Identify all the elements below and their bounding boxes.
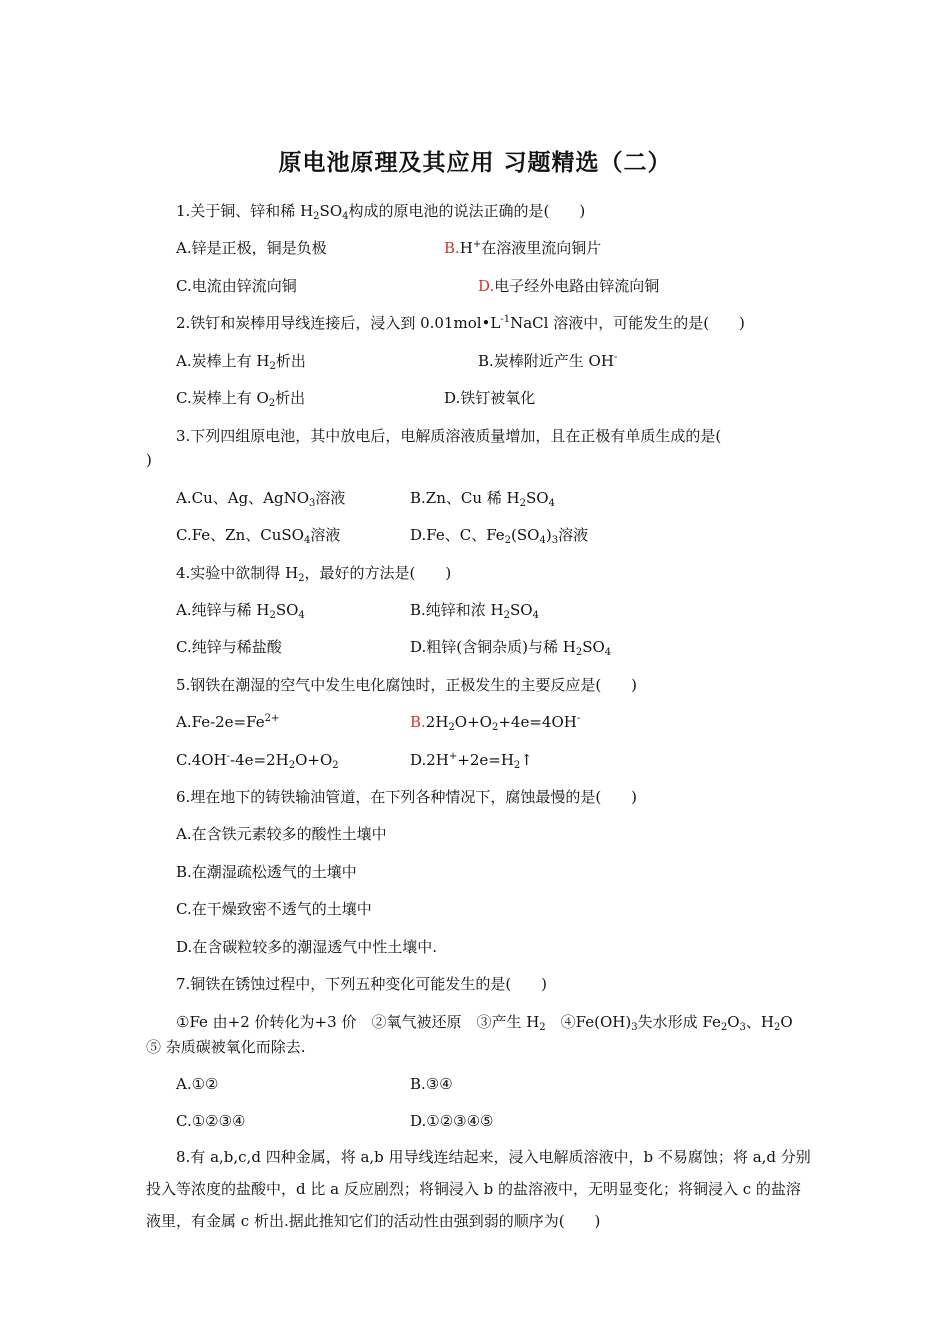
question-1-option-a: A.锌是正极，铜是负极 [176, 239, 327, 257]
question-5-stem: 5.钢铁在潮湿的空气中发生电化腐蚀时，正极发生的主要反应是( ) [176, 676, 638, 694]
question-2-option-a: A.炭棒上有 $H_2$析出 [176, 352, 306, 372]
question-3-option-d: D.Fe、C、$Fe_2(SO_4)_3$溶液 [410, 526, 589, 546]
question-2-stem: 2.铁钉和炭棒用导线连接后，浸入到 $0.01mol•L^{-1}NaCl$ 溶液中，可能发生的是( ) [176, 314, 745, 332]
question-1-stem: 1.关于铜、锌和稀 $H_2SO_4$构成的原电池的说法正确的是( ) [176, 202, 586, 222]
question-1-option-d: D.电子经外电路由锌流向铜 [478, 277, 660, 295]
question-1-option-c: C.电流由锌流向铜 [176, 277, 297, 295]
question-7-items: ①Fe 由+2 价转化为+3 价 ②氧气被还原 ③产生 $H_2$ $④Fe(OH)_3$失水形成 $Fe_2O_3$、$H_2O$ [176, 1013, 793, 1033]
question-7-items-continued: ⑤ 杂质碳被氧化而除去. [146, 1038, 306, 1056]
question-2-option-b: B.炭棒附近产生 OH- [478, 352, 618, 370]
question-5-option-d: $D.2H^++2e=H_2↑$ [410, 751, 533, 771]
question-1-option-b: B.H+在溶液里流向铜片 [444, 239, 602, 257]
question-3-stem: 3.下列四组原电池，其中放电后，电解质溶液质量增加，且在正极有单质生成的是( [176, 427, 722, 445]
page-title: 原电池原理及其应用 习题精选（二） [278, 150, 672, 176]
question-4-option-d: D.粗锌(含铜杂质)与稀 $H_2SO_4$ [410, 638, 612, 658]
question-6-option-d: D.在含碳粒较多的潮湿透气中性土壤中. [176, 938, 438, 956]
question-2-option-d: D.铁钉被氧化 [444, 389, 536, 407]
question-7-option-b: B.③④ [410, 1075, 453, 1093]
question-4-stem: 4.实验中欲制得 $H_2$，最好的方法是( ) [176, 564, 452, 584]
question-3-option-c: C.Fe、Zn、CuSO$_4$溶液 [176, 526, 341, 546]
question-2-option-c: C.炭棒上有 $O_2$析出 [176, 389, 306, 409]
question-8-stem: 8.有 a,b,c,d 四种金属，将 a,b 用导线连结起来，浸入电解质溶液中，b 不易腐蚀；将 a,d 分别投入等浓度的盐酸中，d 比 a 反应剧烈；将铜浸入 b 的盐溶液中，无明显变化；将铜浸入 c 的盐溶液里，有金属 c 析出.据此推知它们的活动性由强到弱的顺序为( ) [146, 1148, 811, 1230]
question-3-option-a: A.Cu、Ag、AgNO$_3$溶液 [176, 489, 346, 509]
question-4-option-b: B.纯锌和浓 $H_2SO_4$ [410, 601, 539, 621]
question-3-stem-continued: ) [146, 451, 152, 469]
question-4-option-a: A.纯锌与稀 $H_2SO_4$ [176, 601, 305, 621]
question-7-stem: 7.铜铁在锈蚀过程中，下列五种变化可能发生的是( ) [176, 975, 548, 993]
question-6-stem: 6.埋在地下的铸铁输油管道，在下列各种情况下，腐蚀最慢的是( ) [176, 788, 638, 806]
question-6-option-a: A.在含铁元素较多的酸性土壤中 [176, 825, 387, 843]
question-7-option-d: D.①②③④⑤ [410, 1112, 494, 1130]
question-6-option-c: C.在干燥致密不透气的土壤中 [176, 900, 372, 918]
question-6-option-b: B.在潮湿疏松透气的土壤中 [176, 863, 357, 881]
question-4-option-c: C.纯锌与稀盐酸 [176, 638, 282, 656]
question-7-option-a: A.①② [176, 1075, 219, 1093]
question-5-option-b: $B.2H_2O+O_2+4e=4OH^-$ [410, 713, 581, 733]
question-3-option-b: B.Zn、Cu 稀 $H_2SO_4$ [410, 489, 555, 509]
question-7-option-c: C.①②③④ [176, 1112, 246, 1130]
question-5-option-c: $C.4OH^--4e=2H_2O+O_2$ [176, 751, 339, 771]
question-5-option-a: $A.Fe-2e=Fe^{2+}$ [176, 713, 280, 731]
